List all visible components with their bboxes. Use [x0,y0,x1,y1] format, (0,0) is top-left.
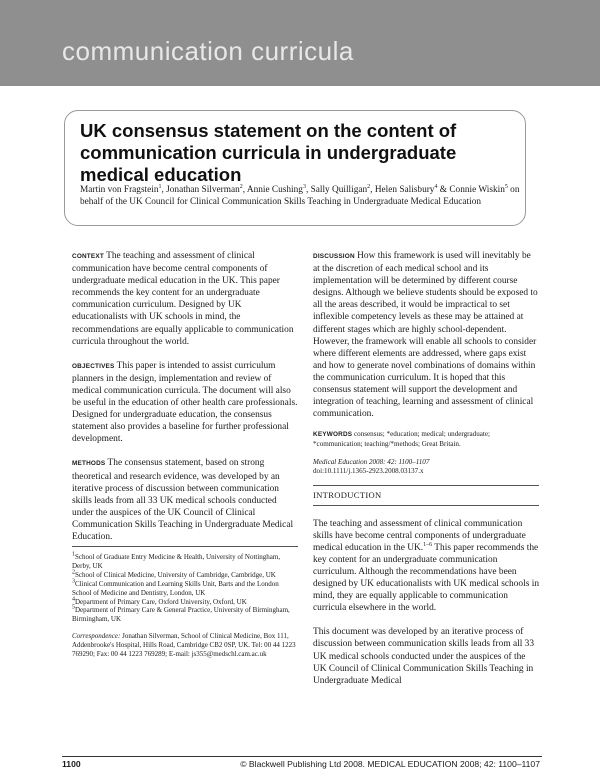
section-title: communication curricula [62,36,354,66]
intro-rule-top [313,485,539,486]
keywords-label: KEYWORDS [313,431,353,439]
intro-p1a: The teaching and assessment of clinical communication skills have become central components of undergraduate medical education in the UK. [313,518,526,553]
methods-text: The consensus statement, based on strong theoretical and research evidence, was developed by an iterative process of discussion between communication skills leads from all 33 UK medical schools conducted under the auspices of the UK Council of Clinical Communication Skills Teaching in Undergraduate Medical Education. [72,458,294,542]
author-separator: , [305,185,311,195]
authors [80,185,508,195]
affiliation-text: School of Graduate Entry Medicine & Health, University of Nottingham, Derby, UK [72,553,281,570]
abstract-left-column [72,250,298,543]
citation-doi: doi:10.1111/j.1365-2923.2008.03137.x [313,467,424,476]
footer-copyright: © Blackwell Publishing Ltd 2008. MEDICAL EDUCATION 2008; 42: 1100–1107 [240,759,540,769]
abstract-right-column [313,250,539,687]
intro-ref: 1–6 [423,541,433,548]
author-separator: , [242,185,247,195]
context-text: The teaching and assessment of clinical communication have become central components of undergraduate medical education in the UK. This paper recommends the key content for an undergraduate communication curriculum. Designed by UK educationalists with UK schools in mind, the recommendations are equally applicable to communication curricula throughout the world. [72,251,294,347]
article-title: UK consensus statement on the content of communication curricula in undergraduate medical education [80,120,457,185]
affiliation-text: Department of Primary Care, Oxford University, Oxford, UK [75,597,247,606]
footnote-rule [72,546,298,547]
author-affiliation-number: 2 [367,183,371,190]
affiliation-text: Clinical Communication and Learning Skills Unit, Barts and the London School of Medicine and Dentistry, London, UK [72,579,279,597]
author-separator: , [370,185,375,195]
abstract-discussion [313,250,539,420]
correspondence [72,632,298,659]
affiliation-number: 2 [72,569,75,576]
discussion-label: DISCUSSION [313,253,355,260]
abstract-context [72,250,298,348]
affiliation-item [72,606,298,624]
affiliation-text: Department of Primary Care & General Practice, University of Birmingham, Birmingham, UK [72,606,290,624]
objectives-label: OBJECTIVES [72,362,115,370]
affiliation-number: 5 [72,605,75,612]
author-name: Annie Cushing [246,185,303,195]
author-name: Sally Quilligan [310,185,368,195]
author-name: Helen Salisbury [374,185,435,195]
correspondence-text: Jonathan Silverman, School of Clinical Medicine, Box 111, Addenbrooke's Hospital, Hills Road, Cambridge CB2 0SP, UK. Tel: 00 44 1223 769290; Fax: 00 44 1223 769289; E-mail: js355@medschl.cam.ac.uk [72,632,296,659]
methods-label: METHODS [72,460,106,468]
correspondence-label: Correspondence: [72,632,121,641]
citation [313,458,539,477]
author-name: Martin von Fragstein [80,185,159,195]
footnotes [72,553,298,659]
affiliation-list [72,553,298,624]
affiliation-number: 4 [72,596,75,603]
footer-rule [62,756,542,757]
context-label: CONTEXT [72,253,104,260]
intro-rule-bottom [313,505,539,506]
keywords-text: consensus; *education; medical; undergraduate; *communication; teaching/*methods; Great Britain. [313,430,491,448]
keywords [313,430,539,448]
author-affiliation-number: 2 [239,183,243,190]
author-affiliation-number: 4 [434,183,438,190]
author-list [80,184,520,208]
intro-paragraph-2: This document was developed by an iterative process of discussion between communication skills leads from all 33 UK medical schools conducted under the auspices of the UK Council of Clinical Communication Skills Teaching in Undergraduate Medical [313,627,535,686]
author-separator: , [161,185,167,195]
introduction-heading: INTRODUCTION [313,489,382,500]
citation-journal: Medical Education [313,457,368,466]
affiliation-item [72,553,298,571]
author-affiliation-number: 1 [158,183,162,190]
intro-p1b: This paper recommends the key content for an undergraduate communication curriculum. Although the recommendations have been designed by UK educationalists with UK medical schools in mind, they are equally applicable to communication curricula elsewhere in the world. [313,542,540,614]
section-banner [0,0,600,86]
author-name: Connie Wiskin [449,185,505,195]
affiliation-text: School of Clinical Medicine, University of Cambridge, Cambridge, UK [75,570,276,579]
page-number: 1100 [62,759,81,769]
affiliation-item [72,580,298,598]
affiliation-note: on behalf of the UK Council for Clinical Communication Skills Teaching in Undergraduate Medical Education [80,185,520,208]
affiliation-item [72,571,298,580]
citation-details: 2008: 42: 1100–1107 [367,457,430,466]
author-name: Jonathan Silverman [166,185,240,195]
abstract-objectives [72,360,298,446]
author-affiliation-number: 3 [302,183,306,190]
intro-paragraph-1 [313,518,539,615]
affiliation-number: 3 [72,578,75,585]
objectives-text: This paper is intended to assist curriculum planners in the design, implementation and review of medical communication curricula. The document will also be useful in the education of other health care professionals. Designed for undergraduate education, the consensus statement also provides a baseline for further professional development. [72,360,298,445]
affiliation-number: 1 [72,551,75,558]
author-separator: & [437,185,450,195]
discussion-text: How this framework is used will inevitably be at the discretion of each medical school and its implementation will be determined by different course designs. Although we believe students should be exposed to all the areas described, it would be impractical to set inflexible competency levels as these may be attained at different stages which are highly school-dependent. However, the framework will enable all schools to consider where different elements are addressed, where gaps exist and how to generate novel combinations of domains within the communication curriculum. It is hoped that this consensus statement will support the development and integration of teaching, learning and assessment of clinical communication. [313,251,538,420]
abstract-methods [72,457,298,543]
author-affiliation-number: 5 [504,183,508,190]
